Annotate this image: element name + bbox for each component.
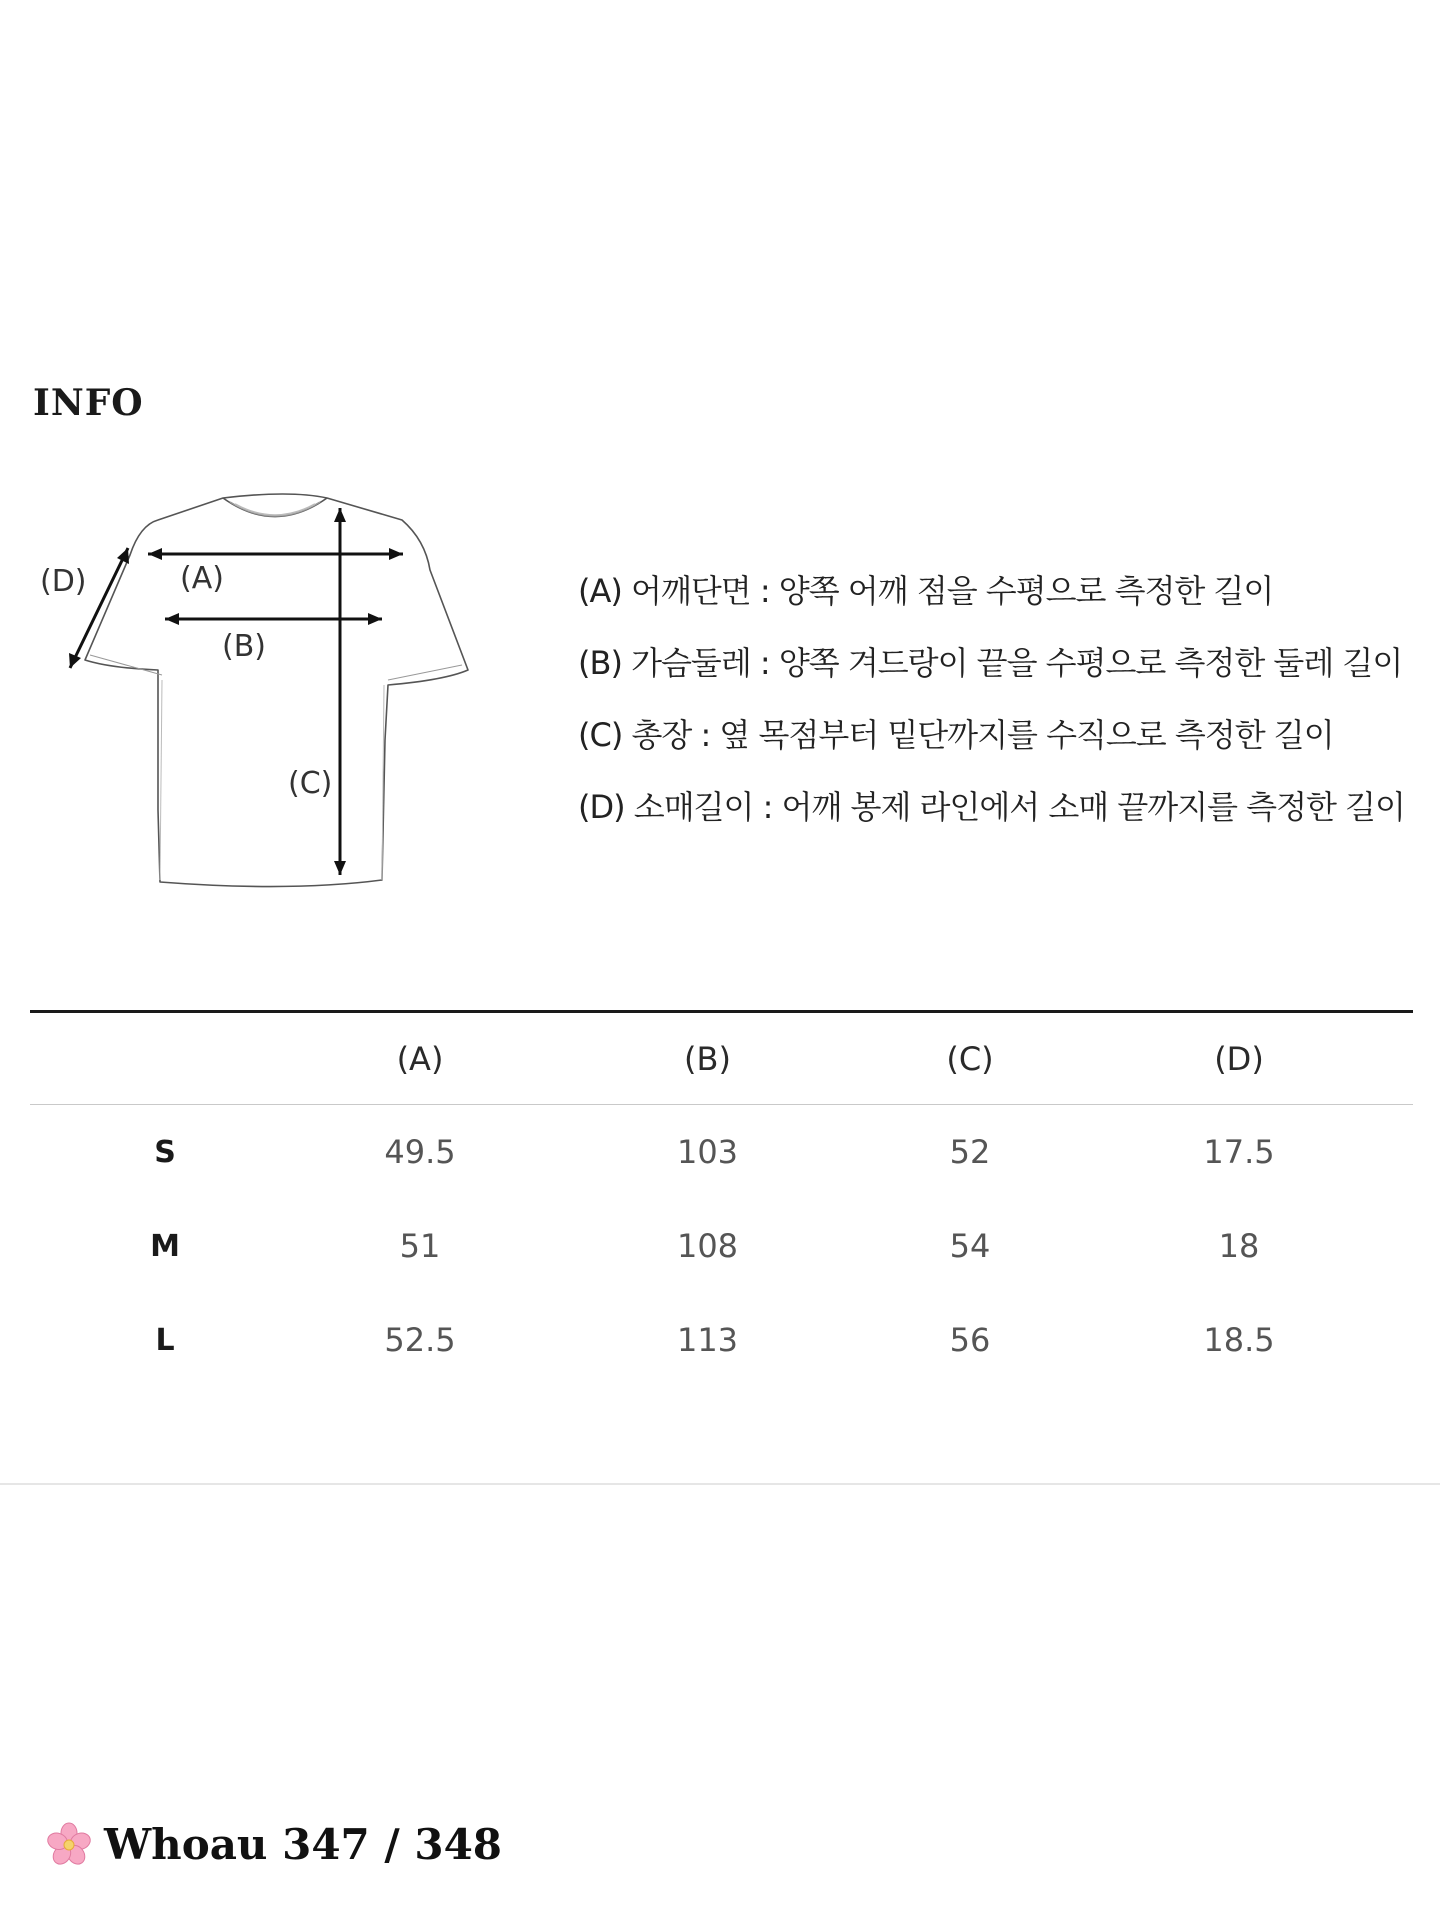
value-b: 108 — [676, 1227, 739, 1265]
header-cell-d: (D) — [1214, 1039, 1264, 1078]
size-label: L — [155, 1322, 175, 1358]
value-a: 49.5 — [384, 1133, 456, 1171]
legend-item-c: (C) 총장 : 옆 목점부터 밑단까지를 수직으로 측정한 길이 — [578, 716, 1334, 754]
header-cell-a: (A) — [396, 1039, 444, 1078]
table-row — [30, 1105, 1413, 1199]
diagram-label-b: (B) — [222, 629, 266, 664]
table-row — [30, 1293, 1413, 1387]
table-header-row — [30, 1013, 1413, 1104]
legend-item-b: (B) 가슴둘레 : 양쪽 겨드랑이 끝을 수평으로 측정한 둘레 길이 — [578, 644, 1403, 682]
cherry-blossom-icon — [46, 1822, 92, 1868]
value-d: 17.5 — [1203, 1133, 1275, 1171]
measurement-legend — [578, 555, 1438, 843]
value-d: 18 — [1218, 1227, 1260, 1265]
diagram-label-c: (C) — [288, 766, 333, 801]
value-b: 103 — [676, 1133, 739, 1171]
section-title: INFO — [33, 382, 144, 424]
header-cell-c: (C) — [946, 1039, 994, 1078]
value-c: 56 — [949, 1321, 991, 1359]
value-c: 52 — [949, 1133, 991, 1171]
diagram-label-d: (D) — [40, 564, 87, 599]
value-b: 113 — [676, 1321, 739, 1359]
header-cell-b: (B) — [684, 1039, 731, 1078]
size-table — [30, 1013, 1413, 1387]
table-row — [30, 1199, 1413, 1293]
legend-item-a: (A) 어깨단면 : 양쪽 어깨 점을 수평으로 측정한 길이 — [578, 572, 1274, 610]
value-a: 52.5 — [384, 1321, 456, 1359]
size-label: M — [150, 1228, 180, 1264]
tshirt-measurement-diagram — [30, 480, 480, 900]
footer-text: Whoau 347 / 348 — [104, 1820, 503, 1869]
tshirt-outline-icon — [30, 480, 480, 900]
value-d: 18.5 — [1203, 1321, 1275, 1359]
section-end-rule — [0, 1483, 1440, 1485]
footer-caption — [46, 1820, 502, 1869]
legend-item-d: (D) 소매길이 : 어깨 봉제 라인에서 소매 끝까지를 측정한 길이 — [578, 788, 1405, 826]
value-c: 54 — [949, 1227, 991, 1265]
value-a: 51 — [399, 1227, 441, 1265]
diagram-label-a: (A) — [180, 561, 224, 596]
size-label: S — [154, 1134, 176, 1170]
